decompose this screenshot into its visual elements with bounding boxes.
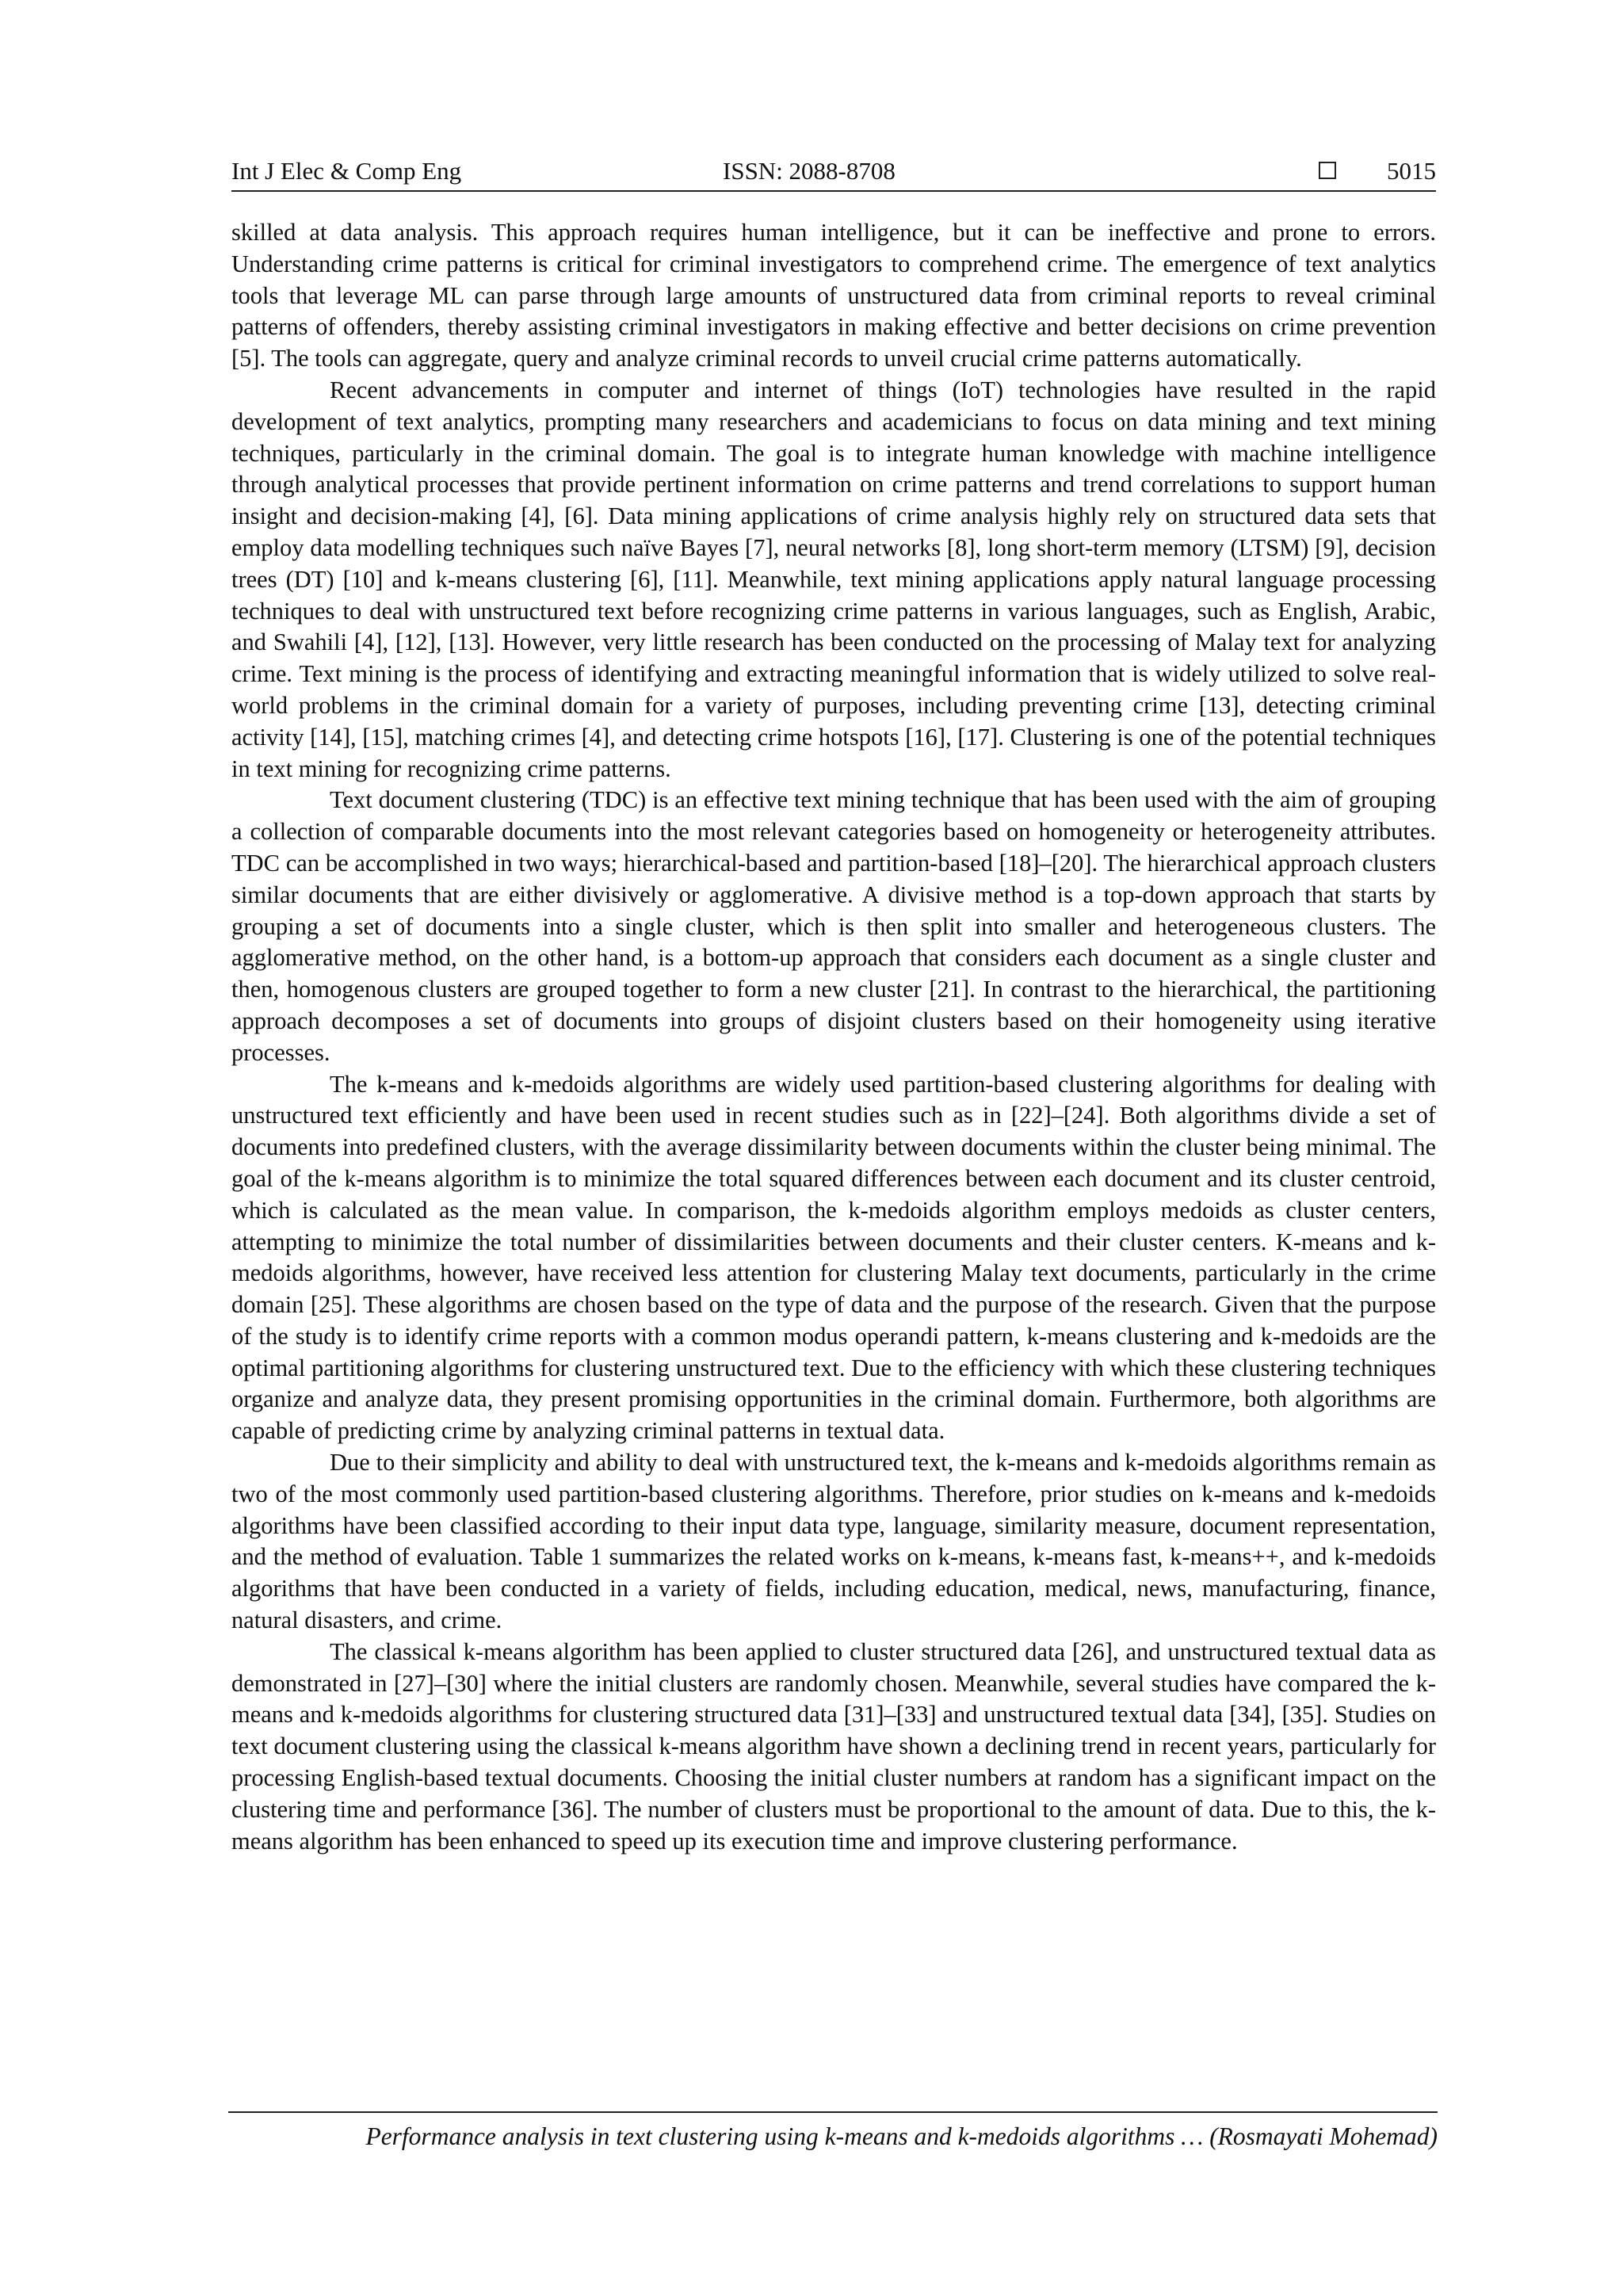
paragraph-2: Recent advancements in computer and internet of things (IoT) technologies have resulted in the rapid development of text analytics, prompting many researchers and academicians to focus on data mining and text mining techniques, particularly in the criminal domain. The goal is to integrate human knowledge with machine intelligence through analytical processes that provide pertinent information on crime patterns and trend correlations to support human insight and decision-making [4], [6]. Data mining applications of crime analysis highly rely on structured data sets that employ data modelling techniques such naïve Bayes [7], neural networks [8], long short-term memory (LTSM) [9], decision trees (DT) [10] and k-means clustering [6], [11]. Meanwhile, text mining applications apply natural language processing techniques to deal with unstructured text before recognizing crime patterns in various languages, such as English, Arabic, and Swahili [4], [12], [13]. However, very little research has been conducted on the processing of Malay text for analyzing crime. Text mining is the process of identifying and extracting meaningful information that is widely utilized to solve real-world problems in the criminal domain for a variety of purposes, including preventing crime [13], detecting criminal activity [14], [15], matching crimes [4], and detecting crime hotspots [16], [17]. Clustering is one of the potential techniques in text mining for recognizing crime patterns. <box>231 376 1436 782</box>
body-text <box>231 217 1436 1857</box>
paragraph-3: Text document clustering (TDC) is an effective text mining technique that has been used with the aim of grouping a collection of comparable documents into the most relevant categories based on homogeneity or heterogeneity attributes. TDC can be accomplished in two ways; hierarchical-based and partition-based [18]–[20]. The hierarchical approach clusters similar documents that are either divisively or agglomerative. A divisive method is a top-down approach that starts by grouping a set of documents into a single cluster, which is then split into smaller and heterogeneous clusters. The agglomerative method, on the other hand, is a bottom-up approach that considers each document as a single cluster and then, homogenous clusters are grouped together to form a new cluster [21]. In contrast to the hierarchical, the partitioning approach decomposes a set of documents into groups of disjoint clusters based on their homogeneity using iterative processes. <box>231 786 1436 1066</box>
journal-name: Int J Elec & Comp Eng <box>231 157 462 185</box>
issn: ISSN: 2088-8708 <box>723 157 896 185</box>
square-bullet-icon <box>1319 162 1336 179</box>
paragraph-1: skilled at data analysis. This approach requires human intelligence, but it can be ineffective and prone to errors. Understanding crime patterns is critical for criminal investigators to comprehend crime. The emergence of text analytics tools that leverage ML can parse through large amounts of unstructured data from criminal reports to reveal criminal patterns of offenders, thereby assisting criminal investigators in making effective and better decisions on crime prevention [5]. The tools can aggregate, query and analyze criminal records to unveil crucial crime patterns automatically. <box>231 219 1436 372</box>
page-number: 5015 <box>1387 157 1436 185</box>
paragraph-6: The classical k-means algorithm has been applied to cluster structured data [26], and unstructured textual data as demonstrated in [27]–[30] where the initial clusters are randomly chosen. Meanwhile, several studies have compared the k-means and k-medoids algorithms for clustering structured data [31]–[33] and unstructured textual data [34], [35]. Studies on text document clustering using the classical k-means algorithm have shown a declining trend in recent years, particularly for processing English-based textual documents. Choosing the initial cluster numbers at random has a significant impact on the clustering time and performance [36]. The number of clusters must be proportional to the amount of data. Due to this, the k-means algorithm has been enhanced to speed up its execution time and improve clustering performance. <box>231 1637 1436 1855</box>
page-header <box>231 155 1436 192</box>
paragraph-5: Due to their simplicity and ability to deal with unstructured text, the k-means and k-medoids algorithms remain as two of the most commonly used partition-based clustering algorithms. Therefore, prior studies on k-means and k-medoids algorithms have been classified according to their input data type, language, similarity measure, document representation, and the method of evaluation. Table 1 summarizes the related works on k-means, k-means fast, k-means++, and k-medoids algorithms that have been conducted in a variety of fields, including education, medical, news, manufacturing, finance, natural disasters, and crime. <box>231 1449 1436 1634</box>
page-footer <box>228 2111 1438 2153</box>
paragraph-4: The k-means and k-medoids algorithms are widely used partition-based clustering algorithms for dealing with unstructured text efficiently and have been used in recent studies such as in [22]–[24]. Both algorithms divide a set of documents into predefined clusters, with the average dissimilarity between documents within the cluster being minimal. The goal of the k-means algorithm is to minimize the total squared differences between each document and its cluster centroid, which is calculated as the mean value. In comparison, the k-medoids algorithm employs medoids as cluster centers, attempting to minimize the total number of dissimilarities between documents and their cluster centers. K-means and k-medoids algorithms, however, have received less attention for clustering Malay text documents, particularly in the crime domain [25]. These algorithms are chosen based on the type of data and the purpose of the research. Given that the purpose of the study is to identify crime reports with a common modus operandi pattern, k-means clustering and k-medoids are the optimal partitioning algorithms for clustering unstructured text. Due to the efficiency with which these clustering techniques organize and analyze data, they present promising opportunities in the criminal domain. Furthermore, both algorithms are capable of predicting crime by analyzing criminal patterns in textual data. <box>231 1070 1436 1445</box>
running-title: Performance analysis in text clustering using k-means and k-medoids algorithms … (Rosmayati Mohemad) <box>365 2122 1438 2150</box>
